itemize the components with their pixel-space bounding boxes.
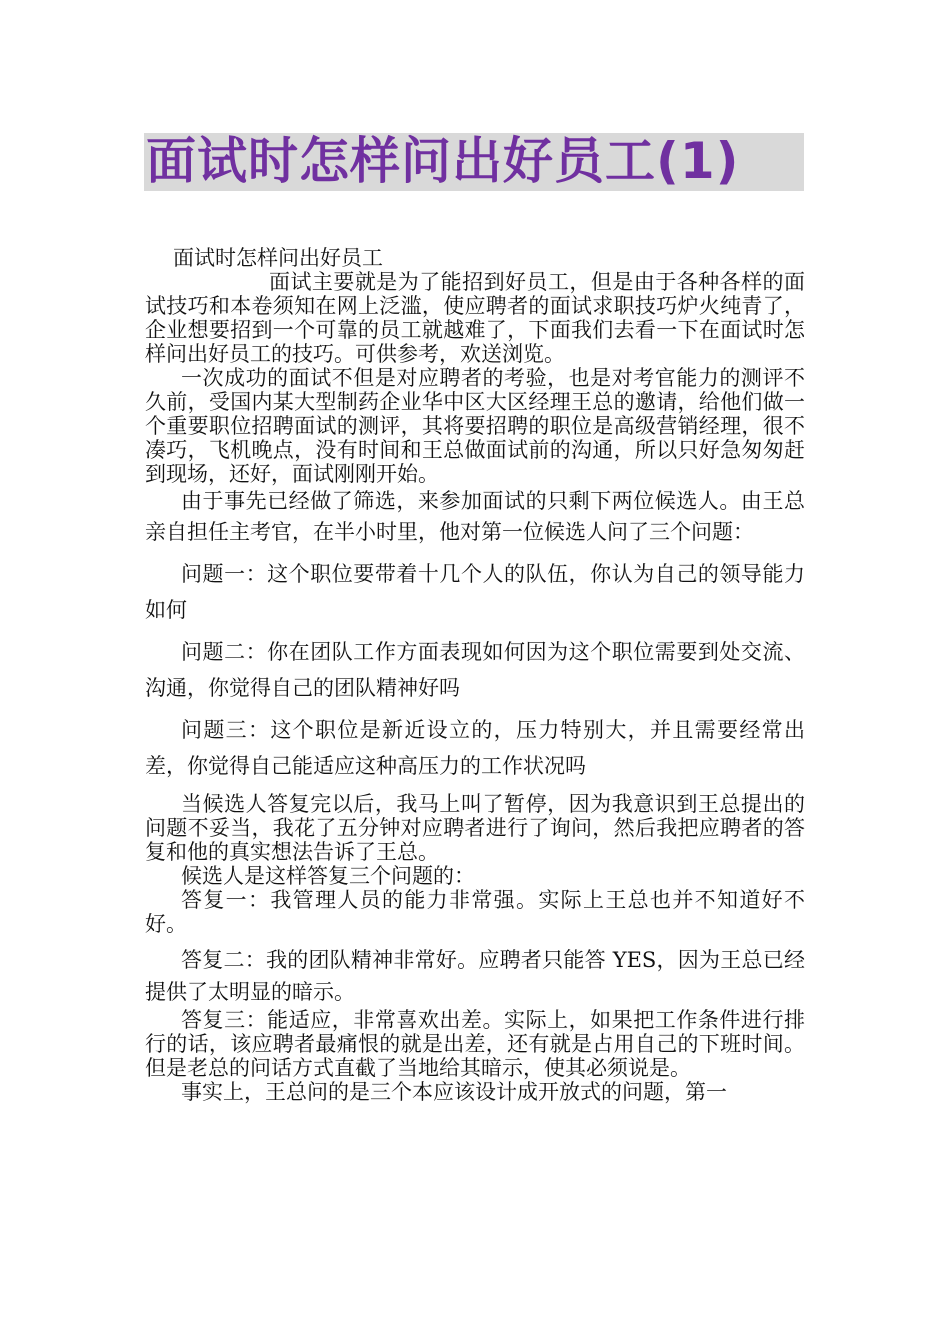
paragraph-question-3: 问题三：这个职位是新近设立的，压力特别大，并且需要经常出差，你觉得自己能适应这种高压力的工作状况吗: [145, 718, 805, 778]
paragraph-question-2: 问题二：你在团队工作方面表现如何因为这个职位需要到处交流、沟通，你觉得自己的团队精神好吗: [145, 640, 805, 700]
paragraph-answer-1: 答复一：我管理人员的能力非常强。实际上王总也并不知道好不好。: [145, 888, 805, 936]
paragraph-background: 一次成功的面试不但是对应聘者的考验，也是对考官能力的测评不久前，受国内某大型制药企业华中区大区经理王总的邀请，给他们做一个重要职位招聘面试的测评，其将要招聘的职位是高级营销经理，很不凑巧，飞机晚点，没有时间和王总做面试前的沟通，所以只好急匆匆赶到现场，还好，面试刚刚开始。: [145, 366, 805, 486]
paragraph-answers-intro: 候选人是这样答复三个问题的：: [181, 864, 475, 888]
paragraph-pause: 当候选人答复完以后，我马上叫了暂停，因为我意识到王总提出的问题不妥当，我花了五分钟对应聘者进行了询问，然后我把应聘者的答复和他的真实想法告诉了王总。: [145, 792, 805, 864]
paragraph-answer-3: 答复三：能适应，非常喜欢出差。实际上，如果把工作条件进行排行的话，该应聘者最痛恨的就是出差，还有就是占用自己的下班时间。但是老总的问话方式直截了当地给其暗示，使其必须说是。: [145, 1008, 805, 1080]
document-body: [145, 246, 805, 1104]
document-title: 面试时怎样问出好员工(1): [146, 132, 740, 190]
paragraph-candidates: 由于事先已经做了筛选，来参加面试的只剩下两位候选人。由王总亲自担任主考官，在半小时里，他对第一位候选人问了三个问题：: [145, 489, 805, 544]
paragraph-answer-2: 答复二：我的团队精神非常好。应聘者只能答 YES，因为王总已经提供了太明显的暗示。: [145, 948, 805, 1004]
paragraph-intro: 面试主要就是为了能招到好员工，但是由于各种各样的面试技巧和本卷须知在网上泛滥，使应聘者的面试求职技巧炉火纯青了，企业想要招到一个可靠的员工就越难了，下面我们去看一下在面试时怎样问出好员工的技巧。可供参考，欢送浏览。: [145, 270, 805, 366]
paragraph-question-1: 问题一：这个职位要带着十几个人的队伍，你认为自己的领导能力如何: [145, 562, 805, 622]
paragraph-conclusion: 事实上，王总问的是三个本应该设计成开放式的问题，第一: [181, 1080, 727, 1104]
subtitle-paragraph: 面试时怎样问出好员工: [173, 246, 383, 270]
